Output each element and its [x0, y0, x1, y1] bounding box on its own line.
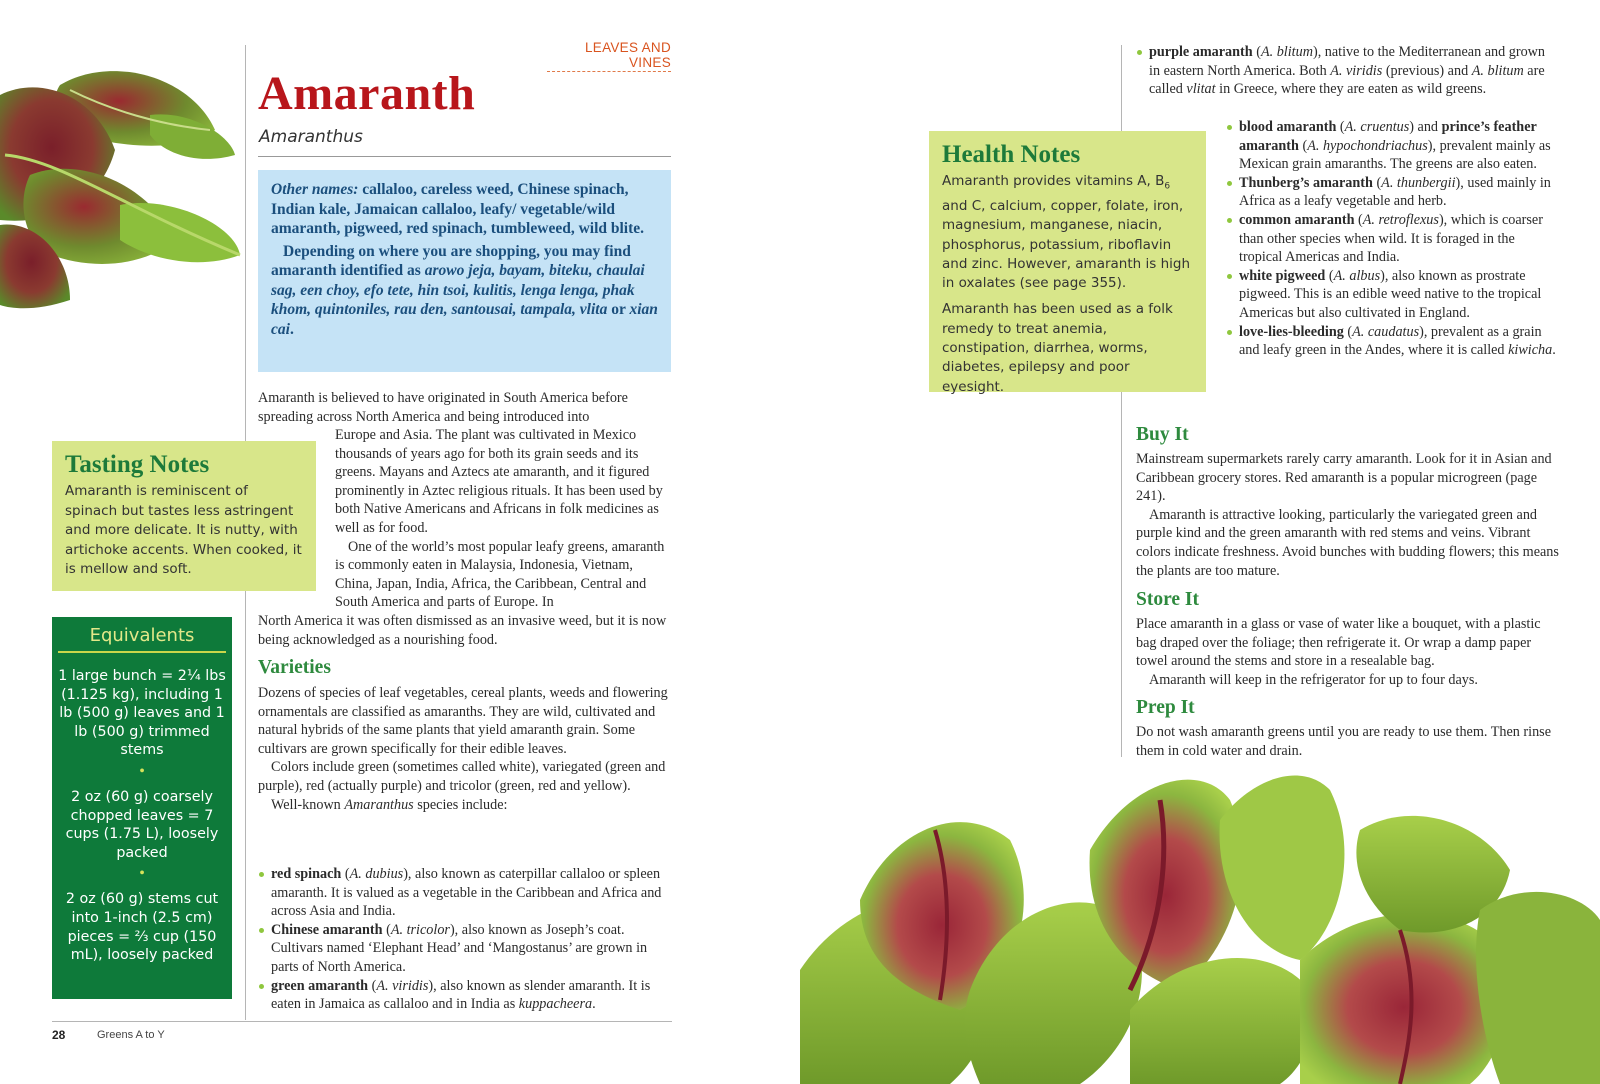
- scientific-name: Amaranthus: [259, 127, 363, 147]
- intro-paragraph-wrapped: Europe and Asia. The plant was cultivated in Mexico thousands of years ago for both its grain seeds and its greens. Mayans and Aztecs ate amaranth, and it figured prominently in Aztec religious rituals. It has been used by both Native Americans and Africans in folk medicines as well as for food. One of the world’s most popular leafy greens, amaranth is commonly eaten in Malaysia, Indonesia, Vietnam, China, Japan, India, Africa, the Caribbean, Central and South America and parts of Europe. In: [335, 427, 665, 611]
- other-names-box: [258, 170, 671, 372]
- equivalents-box: [52, 617, 232, 999]
- varieties-heading: Varieties: [258, 657, 331, 678]
- equivalents-heading: Equivalents: [58, 623, 226, 653]
- equivalent-item: 1 large bunch = 2¼ lbs (1.125 kg), including 1 lb (500 g) leaves and 1 lb (500 g) trimmed stems: [58, 668, 226, 759]
- amaranth-photo-top-left: [0, 55, 245, 320]
- prep-it-text: Do not wash amaranth greens until you are ready to use them. Then rinse them in cold water and drain.: [1136, 724, 1551, 759]
- list-item: love-lies-bleeding (A. caudatus), prevalent as a grain and leafy green in the Andes, where it is called kiwicha.: [1226, 323, 1556, 360]
- equivalent-item: 2 oz (60 g) stems cut into 1-inch (2.5 cm) pieces = ⅔ cup (150 mL), loosely packed: [65, 891, 219, 964]
- footer-rule: [52, 1021, 672, 1022]
- health-notes-heading: Health Notes: [942, 141, 1081, 168]
- buy-it-text: Mainstream supermarkets rarely carry amaranth. Look for it in Asian and Caribbean grocery stores. Red amaranth is a popular microgreen (page 241). Amaranth is attractive looking, particularly the variegated green and purple kind and the green amaranth with red stems and veins. Vibrant colors indicate freshness. Avoid bunches with budding flowers; this means the plants are too mature.: [1136, 451, 1559, 579]
- species-list-left: [258, 865, 673, 1014]
- equivalent-item: 2 oz (60 g) coarsely chopped leaves = 7 cups (1.75 L), loosely packed: [65, 788, 219, 861]
- other-names-paragraph: Other names: callaloo, careless weed, Chinese spinach, Indian kale, Jamaican callaloo, leafy/ vegetable/wild amaranth, pigweed, red spinach, tumbleweed, wild blite.: [271, 181, 645, 237]
- list-item: blood amaranth (A. cruentus) and prince’s feather amaranth (A. hypochondriachus), prevalent mainly as Mexican grain amaranths. The greens are also eaten.: [1226, 118, 1556, 174]
- separator-dot: •: [139, 762, 145, 780]
- tasting-notes-box: [52, 441, 316, 591]
- store-it-text: Place amaranth in a glass or vase of water like a bouquet, with a plastic bag draped over the foliage; then refrigerate it. Or wrap a damp paper towel around the stems and store in a resealable bag. Amaranth will keep in the refrigerator for up to four days.: [1136, 616, 1541, 688]
- tasting-notes-heading: Tasting Notes: [65, 451, 210, 478]
- species-list-right: [1226, 118, 1556, 360]
- list-item: purple amaranth (A. blitum), native to the Mediterranean and grown in eastern North America. Both A. viridis (previous) and A. blitum are called vlitat in Greece, where they are eaten as wild greens.: [1136, 43, 1556, 99]
- running-footer-title: Greens A to Y: [97, 1029, 165, 1041]
- list-item: white pigweed (A. albus), also known as prostrate pigweed. This is an edible weed native to the tropical Americas but also cultivated in England.: [1226, 267, 1556, 323]
- health-notes-text: Amaranth provides vitamins A, $B_6$ and C, calcium, copper, folate, iron, magnesium, manganese, niacin, phosphorus, potassium, riboflavin and zinc. However, amaranth is high in oxalates (see page 355).: [942, 173, 1190, 292]
- buy-it-heading: Buy It: [1136, 424, 1189, 445]
- health-notes-box: [929, 131, 1206, 395]
- intro-paragraph-top: Amaranth is believed to have originated in South America before spreading across North America and being introduced into: [258, 390, 628, 425]
- list-item: red spinach (A. dubius), also known as caterpillar callaloo or spleen amaranth. It is valued as a vegetable in the Caribbean and Africa and across Asia and India.: [258, 865, 673, 921]
- intro-paragraph-bottom: North America it was often dismissed as an invasive weed, but it is now being acknowledged as a nourishing food.: [258, 613, 667, 648]
- separator-dot: •: [139, 865, 145, 883]
- other-names-regional-paragraph: Depending on where you are shopping, you may find amaranth identified as arowo jeja, bayam, biteku, chaulai sag, een choy, efo tete, hin tsoi, kulitis, lenga lenga, phak khom, quintoniles, rau den, santousai, tampala, vlita or xian cai.: [271, 242, 658, 338]
- species-list-right-top: [1136, 43, 1556, 99]
- page-title: Amaranth: [258, 67, 476, 120]
- list-item: Thunberg’s amaranth (A. thunbergii), used mainly in Africa as a leafy vegetable and herb.: [1226, 174, 1556, 211]
- list-item: common amaranth (A. retroflexus), which is coarser than other species when wild. It is foraged in the tropical Americas and India.: [1226, 211, 1556, 267]
- amaranth-photo-bottom-right: [800, 760, 1600, 1084]
- title-divider: [258, 156, 671, 157]
- page-number: 28: [52, 1028, 66, 1042]
- store-it-heading: Store It: [1136, 589, 1200, 610]
- varieties-text: Dozens of species of leaf vegetables, cereal plants, weeds and flowering ornamentals are classified as amaranths. They are wild, cultivated and natural hybrids of the same plants that yield amaranth grain. Some cultivars are grown specifically for their edible leaves. Colors include green (sometimes called white), variegated (green and purple), red (actually purple) and tricolor (green, red and yellow). Well-known Amaranthus species include:: [258, 685, 668, 813]
- list-item: Chinese amaranth (A. tricolor), also known as Joseph’s coat. Cultivars named ‘Elephant Head’ and ‘Mangostanus’ are grown in parts of North America.: [258, 921, 673, 977]
- section-label: LEAVES AND VINES: [547, 40, 671, 72]
- tasting-notes-text: Amaranth is reminiscent of spinach but tastes less astringent and more delicate. It is nutty, with artichoke accents. When cooked, it is mellow and soft.: [65, 483, 302, 577]
- health-notes-text: Amaranth has been used as a folk remedy to treat anemia, constipation, diarrhea, worms, diabetes, epilepsy and poor eyesight.: [942, 301, 1173, 395]
- list-item: green amaranth (A. viridis), also known as slender amaranth. It is eaten in Jamaica as callaloo and in India as kuppacheera.: [258, 977, 673, 1014]
- prep-it-heading: Prep It: [1136, 697, 1195, 718]
